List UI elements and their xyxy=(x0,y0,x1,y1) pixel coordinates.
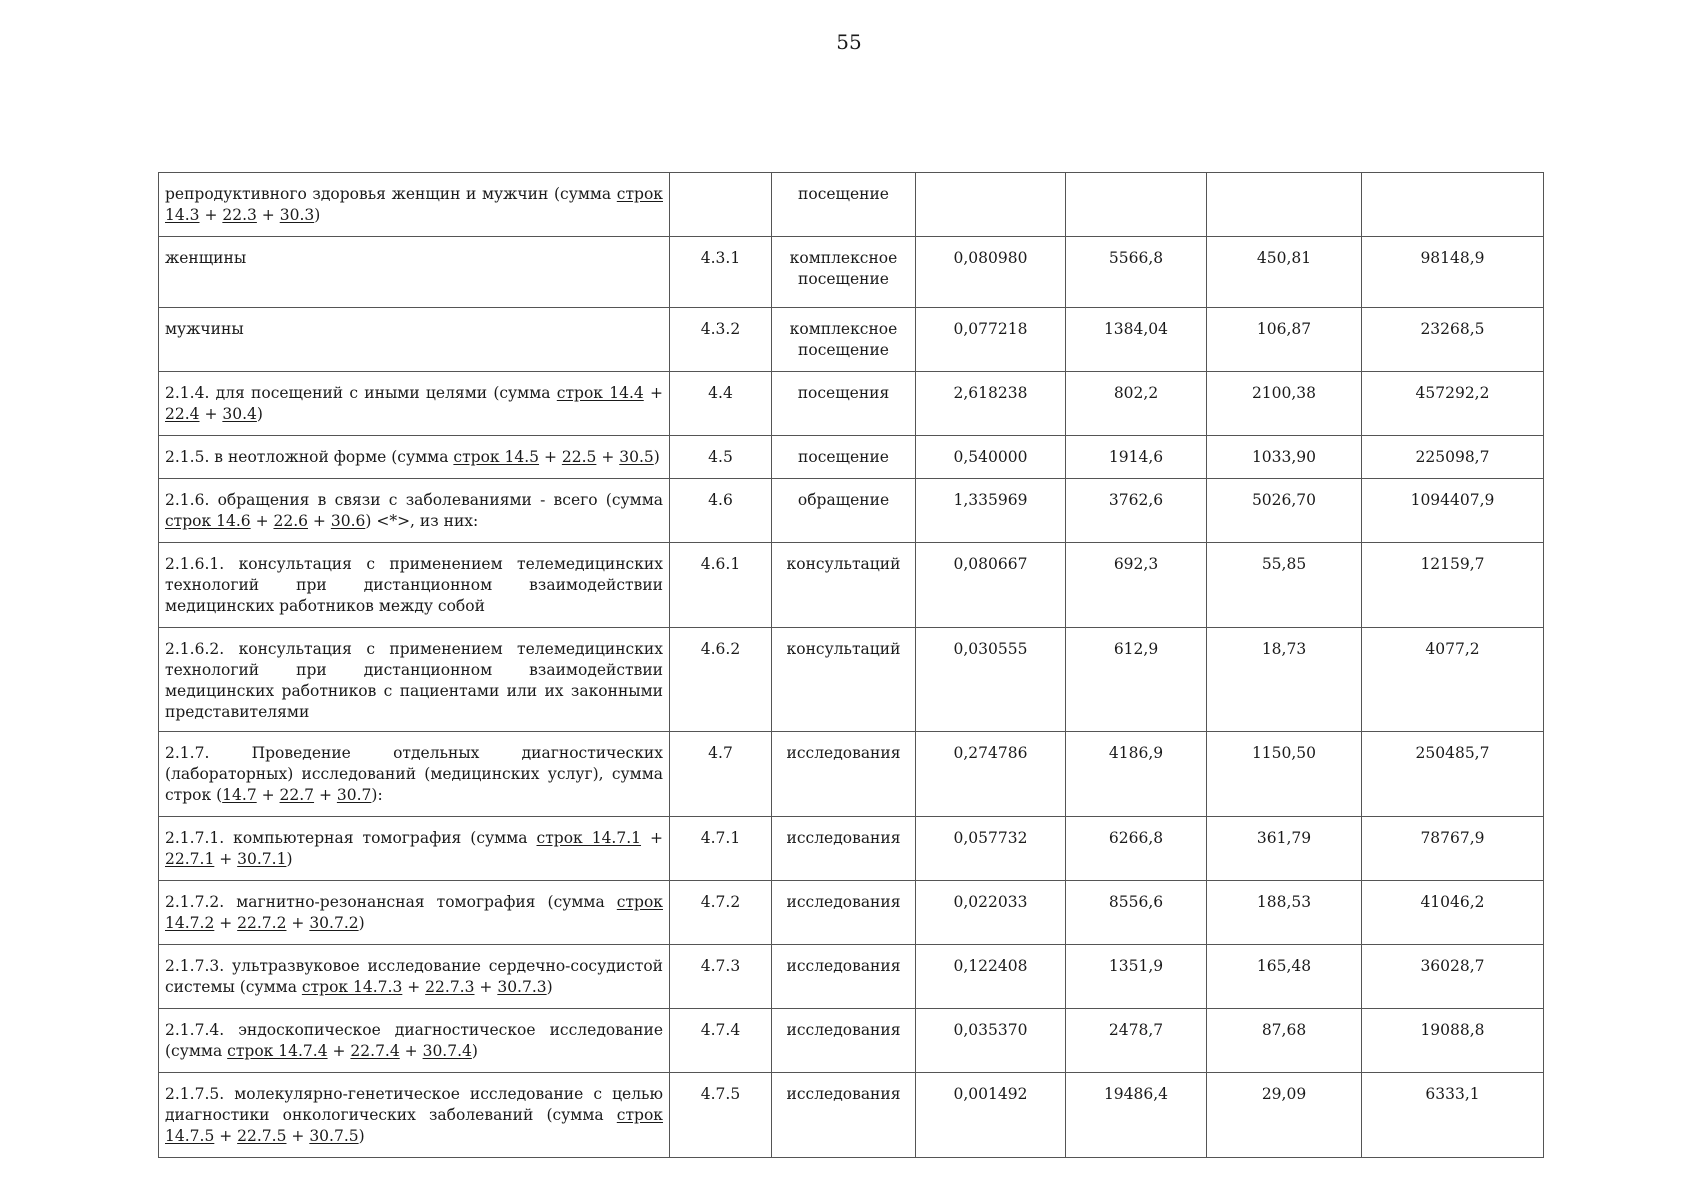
line-reference-link[interactable]: строк 14.7.4 xyxy=(227,1042,328,1060)
row-name-text: женщины xyxy=(165,249,247,267)
table-row xyxy=(159,1073,1544,1158)
row-unit: исследования xyxy=(772,881,916,945)
row-per-capita: 188,53 xyxy=(1207,881,1362,945)
row-name xyxy=(159,543,670,628)
row-name-text: + xyxy=(641,829,663,847)
row-code: 4.6 xyxy=(670,479,772,543)
line-reference-link[interactable]: 22.5 xyxy=(561,448,597,466)
row-name-text: + xyxy=(474,978,498,996)
line-reference-link[interactable]: 30.7.4 xyxy=(422,1042,472,1060)
row-name-text: + xyxy=(643,384,664,402)
row-rate: 0,274786 xyxy=(916,732,1066,817)
row-per-capita: 2100,38 xyxy=(1207,372,1362,436)
row-name-text: 2.1.6. обращения в связи с заболеваниями - всего (сумма xyxy=(165,491,663,509)
row-total: 98148,9 xyxy=(1362,237,1544,308)
row-unit: консультаций xyxy=(772,628,916,732)
row-rate: 0,057732 xyxy=(916,817,1066,881)
row-per-capita: 5026,70 xyxy=(1207,479,1362,543)
row-per-capita xyxy=(1207,173,1362,237)
row-total: 12159,7 xyxy=(1362,543,1544,628)
row-name-text: ) xyxy=(546,978,553,996)
row-per-capita: 450,81 xyxy=(1207,237,1362,308)
line-reference-link[interactable]: 30.7.1 xyxy=(237,850,287,868)
row-name xyxy=(159,308,670,372)
row-name-text: ) xyxy=(256,405,263,423)
line-reference-link[interactable]: 22.7.5 xyxy=(237,1127,287,1145)
row-name xyxy=(159,436,670,479)
row-name-text: + xyxy=(214,914,238,932)
row-rate xyxy=(916,173,1066,237)
row-name-text: + xyxy=(399,1042,423,1060)
row-name-text: ) xyxy=(314,206,321,224)
row-name-text: ) <*>, из них: xyxy=(365,512,479,530)
row-name-text: + xyxy=(327,1042,351,1060)
row-total: 19088,8 xyxy=(1362,1009,1544,1073)
row-code: 4.7.5 xyxy=(670,1073,772,1158)
row-name-text: 2.1.6.1. консультация с применением телемедицинских технологий при дистанционном взаимодействии медицинских работников между собой xyxy=(165,555,663,615)
table-body xyxy=(159,173,1544,1158)
data-table xyxy=(158,172,1544,1158)
line-reference-link[interactable]: 14.7 xyxy=(222,786,257,804)
line-reference-link[interactable]: строк 14.6 xyxy=(165,512,251,530)
row-cost: 3762,6 xyxy=(1066,479,1207,543)
line-reference-link[interactable]: строк 14.3 xyxy=(165,185,663,224)
row-rate: 0,001492 xyxy=(916,1073,1066,1158)
row-per-capita: 1033,90 xyxy=(1207,436,1362,479)
row-unit: комплексное посещение xyxy=(772,237,916,308)
row-name xyxy=(159,945,670,1009)
line-reference-link[interactable]: 30.4 xyxy=(222,405,257,423)
row-per-capita: 361,79 xyxy=(1207,817,1362,881)
row-unit: посещения xyxy=(772,372,916,436)
row-name-text: + xyxy=(214,1127,238,1145)
row-code xyxy=(670,173,772,237)
row-unit: посещение xyxy=(772,173,916,237)
row-name-text: 2.1.7. Проведение отдельных диагностических (лабораторных) исследований (медицинских услуг), сумма строк ( xyxy=(165,744,663,804)
line-reference-link[interactable]: 30.7.2 xyxy=(309,914,359,932)
row-name xyxy=(159,1009,670,1073)
row-unit: исследования xyxy=(772,732,916,817)
row-name-text: + xyxy=(314,786,337,804)
row-per-capita: 106,87 xyxy=(1207,308,1362,372)
row-name xyxy=(159,479,670,543)
row-unit: исследования xyxy=(772,817,916,881)
row-rate: 2,618238 xyxy=(916,372,1066,436)
row-code: 4.6.2 xyxy=(670,628,772,732)
line-reference-link[interactable]: 30.6 xyxy=(330,512,366,530)
row-unit: исследования xyxy=(772,945,916,1009)
table-row xyxy=(159,817,1544,881)
row-rate: 1,335969 xyxy=(916,479,1066,543)
row-name-text: мужчины xyxy=(165,320,244,338)
row-code: 4.6.1 xyxy=(670,543,772,628)
row-name-text: + xyxy=(596,448,620,466)
row-name-text: 2.1.7.3. ультразвуковое исследование сердечно-сосудистой системы (сумма xyxy=(165,957,663,996)
table-row xyxy=(159,1009,1544,1073)
row-name xyxy=(159,628,670,732)
table-row xyxy=(159,308,1544,372)
line-reference-link[interactable]: 22.3 xyxy=(222,206,257,224)
row-unit: посещение xyxy=(772,436,916,479)
table-row xyxy=(159,628,1544,732)
row-name-text: ) xyxy=(358,1127,365,1145)
table-row xyxy=(159,173,1544,237)
row-rate: 0,540000 xyxy=(916,436,1066,479)
line-reference-link[interactable]: строк 14.7.1 xyxy=(536,829,642,847)
row-name-text: 2.1.6.2. консультация с применением телемедицинских технологий при дистанционном взаимодействии медицинских работников с пациентами или их законными представителями xyxy=(165,640,663,721)
row-rate: 0,030555 xyxy=(916,628,1066,732)
row-unit: консультаций xyxy=(772,543,916,628)
row-name-text: + xyxy=(286,914,310,932)
row-total: 225098,7 xyxy=(1362,436,1544,479)
row-unit: обращение xyxy=(772,479,916,543)
row-name-text: 2.1.7.2. магнитно-резонансная томография (сумма xyxy=(165,893,617,911)
row-code: 4.5 xyxy=(670,436,772,479)
row-cost: 8556,6 xyxy=(1066,881,1207,945)
row-name-text: + xyxy=(308,512,331,530)
row-rate: 0,080667 xyxy=(916,543,1066,628)
row-code: 4.7.4 xyxy=(670,1009,772,1073)
row-rate: 0,022033 xyxy=(916,881,1066,945)
row-rate: 0,035370 xyxy=(916,1009,1066,1073)
line-reference-link[interactable]: 22.7.2 xyxy=(237,914,287,932)
row-per-capita: 165,48 xyxy=(1207,945,1362,1009)
row-name-text: + xyxy=(402,978,426,996)
row-name-text: + xyxy=(214,850,238,868)
line-reference-link[interactable]: 30.7 xyxy=(336,786,372,804)
row-name-text: 2.1.7.4. эндоскопическое диагностическое исследование (сумма xyxy=(165,1021,663,1060)
row-per-capita: 1150,50 xyxy=(1207,732,1362,817)
line-reference-link[interactable]: 22.7.4 xyxy=(350,1042,400,1060)
row-code: 4.7.2 xyxy=(670,881,772,945)
row-name-text: ) xyxy=(653,448,660,466)
row-code: 4.3.1 xyxy=(670,237,772,308)
row-rate: 0,080980 xyxy=(916,237,1066,308)
row-cost: 612,9 xyxy=(1066,628,1207,732)
row-total: 78767,9 xyxy=(1362,817,1544,881)
row-unit: исследования xyxy=(772,1009,916,1073)
row-cost: 6266,8 xyxy=(1066,817,1207,881)
line-reference-link[interactable]: 22.7.3 xyxy=(425,978,475,996)
row-name-text: 2.1.7.5. молекулярно-генетическое исследование с целью диагностики онкологических заболеваний (сумма xyxy=(165,1085,663,1124)
table-row xyxy=(159,372,1544,436)
line-reference-link[interactable]: 22.7 xyxy=(279,786,315,804)
line-reference-link[interactable]: строк 14.5 xyxy=(453,448,540,466)
row-per-capita: 55,85 xyxy=(1207,543,1362,628)
row-name-text: ) xyxy=(471,1042,478,1060)
row-total: 1094407,9 xyxy=(1362,479,1544,543)
row-cost: 1351,9 xyxy=(1066,945,1207,1009)
row-name-text: + xyxy=(199,206,223,224)
row-name-text: + xyxy=(199,405,223,423)
line-reference-link[interactable]: 30.7.5 xyxy=(309,1127,359,1145)
row-total: 23268,5 xyxy=(1362,308,1544,372)
row-name xyxy=(159,372,670,436)
row-code: 4.4 xyxy=(670,372,772,436)
row-per-capita: 18,73 xyxy=(1207,628,1362,732)
line-reference-link[interactable]: 30.5 xyxy=(619,448,654,466)
row-cost: 1914,6 xyxy=(1066,436,1207,479)
row-code: 4.7.3 xyxy=(670,945,772,1009)
row-name-text: + xyxy=(286,1127,310,1145)
table-row xyxy=(159,881,1544,945)
row-name-text: + xyxy=(256,786,280,804)
row-name xyxy=(159,173,670,237)
row-total: 4077,2 xyxy=(1362,628,1544,732)
row-name xyxy=(159,1073,670,1158)
row-total: 457292,2 xyxy=(1362,372,1544,436)
table-row xyxy=(159,543,1544,628)
row-name-text: + xyxy=(250,512,274,530)
row-rate: 0,122408 xyxy=(916,945,1066,1009)
row-per-capita: 29,09 xyxy=(1207,1073,1362,1158)
row-rate: 0,077218 xyxy=(916,308,1066,372)
row-name-text: репродуктивного здоровья женщин и мужчин (сумма xyxy=(165,185,617,203)
row-name-text: ) xyxy=(358,914,365,932)
row-code: 4.7 xyxy=(670,732,772,817)
row-name-text: 2.1.5. в неотложной форме (сумма xyxy=(165,448,454,466)
line-reference-link[interactable]: 22.7.1 xyxy=(165,850,215,868)
row-cost: 19486,4 xyxy=(1066,1073,1207,1158)
line-reference-link[interactable]: строк 14.7.3 xyxy=(301,978,403,996)
line-reference-link[interactable]: 22.4 xyxy=(165,405,200,423)
row-cost: 692,3 xyxy=(1066,543,1207,628)
row-unit: исследования xyxy=(772,1073,916,1158)
line-reference-link[interactable]: 22.6 xyxy=(273,512,308,530)
table-row xyxy=(159,732,1544,817)
line-reference-link[interactable]: 30.7.3 xyxy=(497,978,547,996)
row-per-capita: 87,68 xyxy=(1207,1009,1362,1073)
row-name-text: + xyxy=(539,448,562,466)
row-code: 4.7.1 xyxy=(670,817,772,881)
row-cost: 802,2 xyxy=(1066,372,1207,436)
row-name xyxy=(159,732,670,817)
line-reference-link[interactable]: строк 14.7.2 xyxy=(165,893,663,932)
line-reference-link[interactable]: 30.3 xyxy=(279,206,315,224)
row-name-text: ): xyxy=(371,786,383,804)
row-cost: 2478,7 xyxy=(1066,1009,1207,1073)
row-name-text: 2.1.4. для посещений с иными целями (сумма xyxy=(165,384,557,402)
table-row xyxy=(159,945,1544,1009)
row-unit: комплексное посещение xyxy=(772,308,916,372)
row-name-text: + xyxy=(256,206,280,224)
row-total: 36028,7 xyxy=(1362,945,1544,1009)
row-name xyxy=(159,881,670,945)
row-cost: 5566,8 xyxy=(1066,237,1207,308)
row-name xyxy=(159,237,670,308)
row-cost: 1384,04 xyxy=(1066,308,1207,372)
row-total xyxy=(1362,173,1544,237)
row-cost: 4186,9 xyxy=(1066,732,1207,817)
line-reference-link[interactable]: строк 14.7.5 xyxy=(165,1106,663,1145)
row-total: 250485,7 xyxy=(1362,732,1544,817)
row-name-text: ) xyxy=(286,850,293,868)
row-total: 6333,1 xyxy=(1362,1073,1544,1158)
line-reference-link[interactable]: строк 14.4 xyxy=(556,384,644,402)
row-name-text: 2.1.7.1. компьютерная томография (сумма xyxy=(165,829,537,847)
row-cost xyxy=(1066,173,1207,237)
row-total: 41046,2 xyxy=(1362,881,1544,945)
table-row xyxy=(159,237,1544,308)
row-code: 4.3.2 xyxy=(670,308,772,372)
page-number: 55 xyxy=(836,30,862,54)
table-row xyxy=(159,436,1544,479)
table-row xyxy=(159,479,1544,543)
row-name xyxy=(159,817,670,881)
